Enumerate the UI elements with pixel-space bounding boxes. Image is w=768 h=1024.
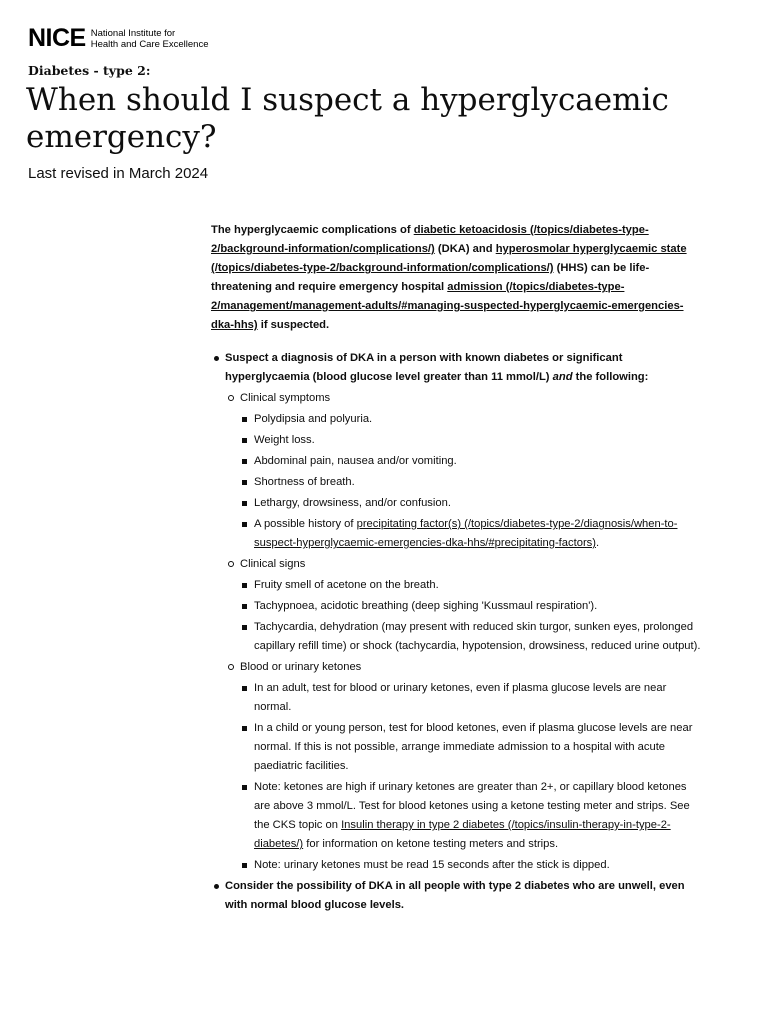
link-hhs-complications[interactable]: hyperosmolar hyperglycaemic state (/topics/diabetes-type-2/background-information/complications/) xyxy=(211,243,687,274)
list-item xyxy=(240,431,701,450)
ketones-note-text-end: for information on ketone testing meters and strips. xyxy=(303,838,559,850)
bullet-square xyxy=(242,459,247,464)
list-item xyxy=(240,719,701,776)
bullet-square xyxy=(242,522,247,527)
ketones-adult-text: In an adult, test for blood or urinary ketones, even if plasma glucose levels are near normal. xyxy=(254,682,667,713)
bullet-disc xyxy=(214,356,219,361)
bullet-circle xyxy=(228,561,234,567)
symptoms-list xyxy=(240,410,701,553)
bullet-square xyxy=(242,417,247,422)
dka-text-emphasis: and xyxy=(552,371,573,383)
dka-text-b: the following: xyxy=(572,371,649,383)
main-content xyxy=(211,221,701,917)
list-item xyxy=(240,410,701,429)
history-text-end: . xyxy=(595,537,600,549)
list-item xyxy=(240,515,701,553)
ketones-child-text: In a child or young person, test for blood ketones, even if plasma glucose levels are near normal. If this is not possible, arrange immediate admission to a hospital with acute paediatric facilities. xyxy=(254,722,693,772)
bullet-disc xyxy=(214,884,219,889)
list-item xyxy=(240,856,701,875)
list-item xyxy=(240,473,701,492)
dka-diagnosis-text xyxy=(225,349,701,387)
intro-text-2: (DKA) and xyxy=(434,243,496,255)
list-item xyxy=(240,679,701,717)
ketones-list xyxy=(240,679,701,875)
list-item-consider-dka xyxy=(211,877,701,915)
intro-text-1: The hyperglycaemic complications of xyxy=(211,224,414,236)
list-item xyxy=(240,618,701,656)
consider-dka-text: Consider the possibility of DKA in all people with type 2 diabetes who are unwell, even with normal blood glucose levels. xyxy=(225,880,685,911)
bullet-square xyxy=(242,686,247,691)
sign-text: Fruity smell of acetone on the breath. xyxy=(254,579,439,591)
link-dka-complications[interactable]: diabetic ketoacidosis (/topics/diabetes-type-2/background-information/complications/) xyxy=(211,224,649,255)
bullet-square xyxy=(242,501,247,506)
symptom-text: Shortness of breath. xyxy=(254,476,355,488)
history-text: A possible history of xyxy=(254,518,357,530)
bullet-square xyxy=(242,604,247,609)
bullet-square xyxy=(242,785,247,790)
ketones-note-text: Note: ketones are high if urinary ketones are greater than 2+, or capillary blood ketones are above 3 mmol/L. Test for blood ketones using a ketone testing meter and strips. See the CKS topic on xyxy=(254,781,690,831)
symptom-text: Abdominal pain, nausea and/or vomiting. xyxy=(254,455,457,467)
link-insulin-therapy[interactable]: Insulin therapy in type 2 diabetes (/topics/insulin-therapy-in-type-2-diabetes/) xyxy=(254,819,671,850)
dka-text-a: Suspect a diagnosis of DKA in a person with known diabetes or significant hyperglycaemia (blood glucose level greater than 11 mmol/L) xyxy=(225,352,623,383)
intro-paragraph xyxy=(211,221,701,335)
list-item-dka-diagnosis xyxy=(211,349,701,875)
sign-text: Tachypnoea, acidotic breathing (deep sighing 'Kussmaul respiration'). xyxy=(254,600,598,612)
intro-text-4: if suspected. xyxy=(257,319,330,331)
sign-text: Tachycardia, dehydration (may present with reduced skin turgor, sunken eyes, prolonged capillary refill time) or shock (tachycardia, hypotension, drowsiness, reduced urine output). xyxy=(254,621,701,652)
logo-subtitle xyxy=(91,28,209,50)
logo-line-1: National Institute for xyxy=(90,27,176,39)
site-header xyxy=(28,26,209,51)
ketones-note2-text: Note: urinary ketones must be read 15 seconds after the stick is dipped. xyxy=(254,859,610,871)
list-item xyxy=(240,576,701,595)
bullet-square xyxy=(242,480,247,485)
ketones-label: Blood or urinary ketones xyxy=(240,661,362,673)
bullet-square xyxy=(242,438,247,443)
list-item xyxy=(240,597,701,616)
bullet-square xyxy=(242,863,247,868)
last-revised: Last revised in March 2024 xyxy=(28,165,209,182)
intro-text-3: (HHS) can be life-threatening and require emergency hospital xyxy=(211,262,650,293)
list-item xyxy=(240,452,701,471)
symptom-text: Lethargy, drowsiness, and/or confusion. xyxy=(254,497,451,509)
link-admission[interactable]: admission (/topics/diabetes-type-2/management/management-adults/#managing-suspected-hyperglycaemic-emergencies-dka-hhs) xyxy=(211,281,684,331)
symptom-text: Polydipsia and polyuria. xyxy=(254,413,373,425)
breadcrumb: Diabetes - type 2: xyxy=(28,63,151,78)
list-item xyxy=(240,494,701,513)
bullet-circle xyxy=(228,395,234,401)
bullet-square xyxy=(242,625,247,630)
bullet-circle xyxy=(228,664,234,670)
list-item-clinical-signs xyxy=(225,555,701,656)
clinical-symptoms-label: Clinical symptoms xyxy=(240,392,331,404)
clinical-signs-label: Clinical signs xyxy=(240,558,306,570)
symptom-text: Weight loss. xyxy=(254,434,315,446)
bullet-square xyxy=(242,583,247,588)
sublist-criteria xyxy=(225,389,701,875)
signs-list xyxy=(240,576,701,656)
list-item xyxy=(240,778,701,854)
page-title: When should I suspect a hyperglycaemic emergency? xyxy=(26,82,669,155)
main-list xyxy=(211,349,701,915)
nice-logo[interactable]: NICE xyxy=(28,24,86,52)
list-item-ketones xyxy=(225,658,701,875)
link-precipitating-factors[interactable]: precipitating factor(s) (/topics/diabetes-type-2/diagnosis/when-to-suspect-hyperglycaemic-emergencies-dka-hhs/#precipitating-factors) xyxy=(254,518,678,549)
bullet-square xyxy=(242,726,247,731)
list-item-clinical-symptoms xyxy=(225,389,701,553)
logo-line-2: Health and Care Excellence xyxy=(90,38,209,50)
